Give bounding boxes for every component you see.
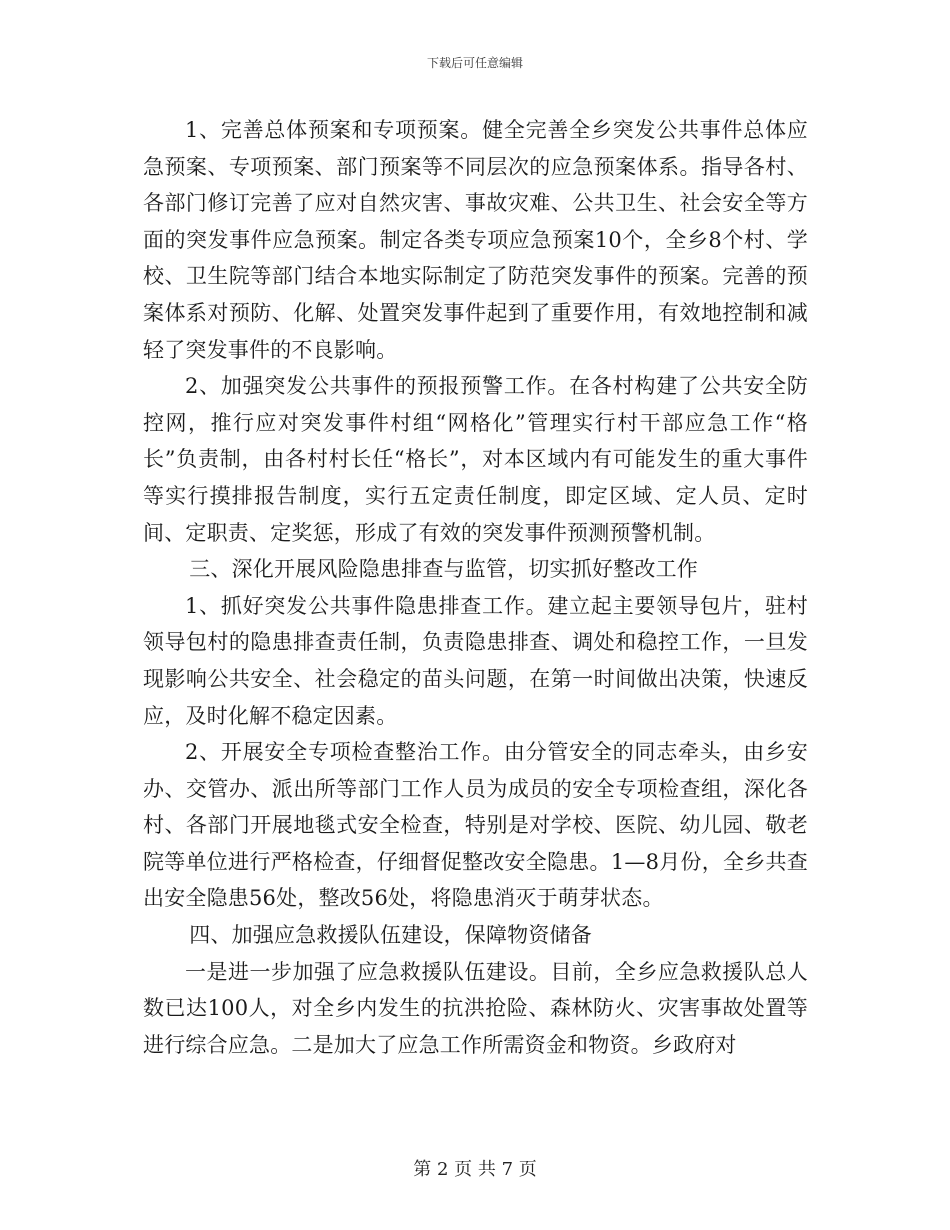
paragraph-safety-inspection: 2、开展安全专项检查整治工作。由分管安全的同志牵头，由乡安办、交管办、派出所等部门工作人员为成员的安全专项检查组，深化各村、各部门开展地毯式安全检查，特别是对学校、医院、幼儿园、敬老院等单位进行严格检查，仔细督促整改安全隐患。1—8月份，全乡共查出安全隐患56处，整改56处，将隐患消灭于萌芽状态。 [143,740,808,911]
paragraph-rescue-team: 一是进一步加强了应急救援队伍建设。目前，全乡应急救援队总人数已达100人，对全乡内发生的抗洪抢险、森林防火、灾害事故处置等进行综合应急。二是加大了应急工作所需资金和物资。乡政府对 [143,959,808,1057]
page-number: 第 2 页 共 7 页 [413,1159,537,1180]
paragraph-plan-system: 1、完善总体预案和专项预案。健全完善全乡突发公共事件总体应急预案、专项预案、部门预案等不同层次的应急预案体系。指导各村、各部门修订完善了应对自然灾害、事故灾难、公共卫生、社会安全等方面的突发事件应急预案。制定各类专项应急预案10个，全乡8个村、学校、卫生院等部门结合本地实际制定了防范突发事件的预案。完善的预案体系对预防、化解、处置突发事件起到了重要作用，有效地控制和减轻了突发事件的不良影响。 [143,118,808,362]
paragraph-early-warning: 2、加强突发公共事件的预报预警工作。在各村构建了公共安全防控网，推行应对突发事件村组“网格化”管理实行村干部应急工作“格长”负责制，由各村村长任“格长”，对本区域内有可能发生的重大事件等实行摸排报告制度，实行五定责任制度，即定区域、定人员、定时间、定职责、定奖惩，形成了有效的突发事件预测预警机制。 [143,374,808,545]
section-heading-rescue-team: 四、加强应急救援队伍建设，保障物资储备 [189,923,592,948]
page-header-note: 下载后可任意编辑 [426,56,523,70]
paragraph-hazard-investigation: 1、抓好突发公共事件隐患排查工作。建立起主要领导包片，驻村领导包村的隐患排查责任制，负责隐患排查、调处和稳控工作，一旦发现影响公共安全、社会稳定的苗头问题，在第一时间做出决策，快速反应，及时化解不稳定因素。 [143,593,808,728]
section-heading-risk-inspection: 三、深化开展风险隐患排查与监管，切实抓好整改工作 [189,557,698,582]
document-body [143,112,808,1063]
